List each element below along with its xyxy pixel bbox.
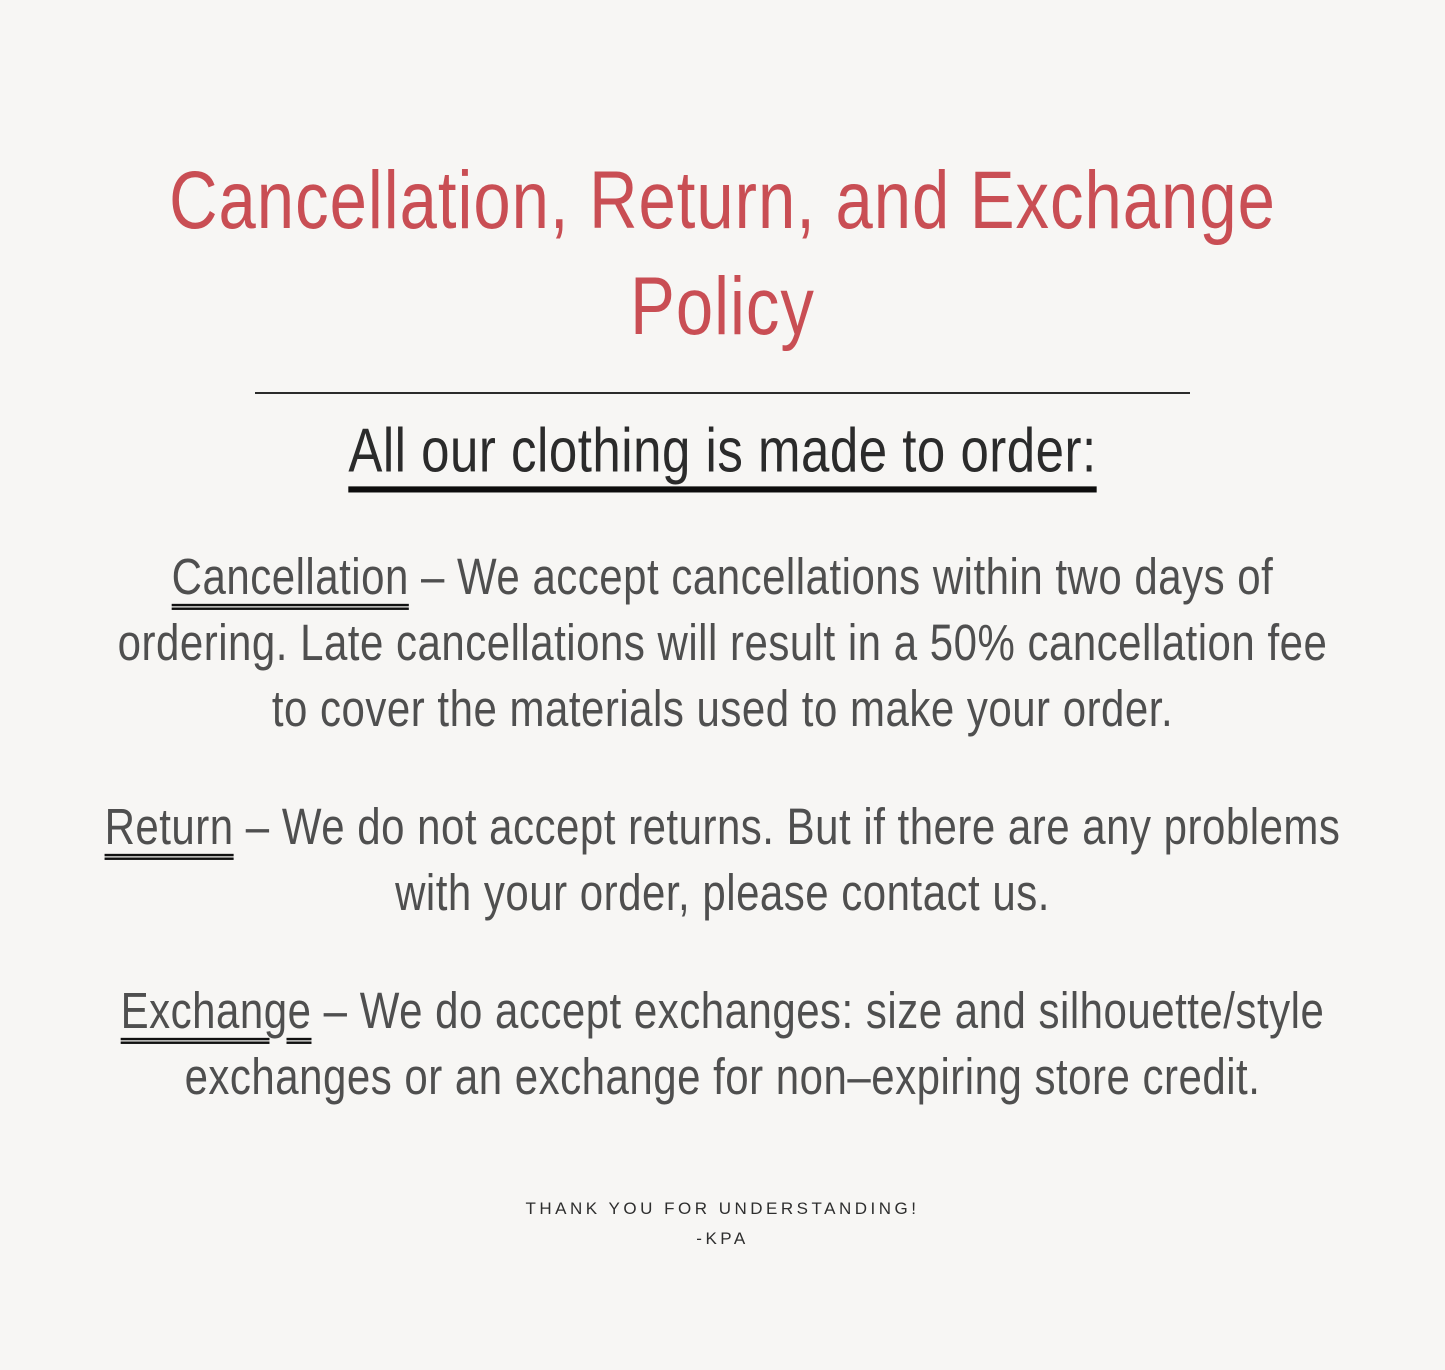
section-cancellation [0, 544, 1445, 742]
subtitle [0, 414, 1445, 488]
title-block [0, 148, 1445, 488]
page-title-line-1: Cancellation, Return, and Exchange [169, 154, 1276, 247]
section-exchange [0, 978, 1445, 1110]
cancellation-line-3: to cover the materials used to make your order. [271, 679, 1174, 738]
section-return [0, 794, 1445, 926]
cancellation-line-2: ordering. Late cancellations will result in a 50% cancellation fee [117, 613, 1328, 672]
page-title [0, 148, 1445, 360]
cancellation-line-1-text: We accept cancellations within two days of [457, 547, 1274, 606]
footer [0, 1194, 1445, 1254]
footer-thanks: THANK YOU FOR UNDERSTANDING! [525, 1199, 920, 1218]
page-title-line-2: Policy [630, 260, 815, 353]
cancellation-keyword: Cancellation [171, 547, 409, 606]
return-line-2: with your order, please contact us. [395, 863, 1050, 922]
subtitle-line [0, 406, 1445, 496]
cancellation-separator: – [408, 547, 458, 606]
return-keyword: Return [104, 797, 234, 856]
subtitle-text: All our clothing is made to order: [348, 415, 1097, 486]
policy-sections [0, 544, 1445, 1110]
return-separator: – [233, 797, 282, 856]
exchange-line-2: exchanges or an exchange for non–expiring store credit. [184, 1047, 1261, 1106]
exchange-separator: – [311, 981, 360, 1040]
title-divider [255, 392, 1190, 394]
exchange-keyword: Exchange [120, 981, 312, 1040]
return-line-1-text: We do not accept returns. But if there are any problems [281, 797, 1341, 856]
exchange-line-1-text: We do accept exchanges: size and silhouette/style [359, 981, 1325, 1040]
footer-signature: -KPA [696, 1229, 749, 1248]
